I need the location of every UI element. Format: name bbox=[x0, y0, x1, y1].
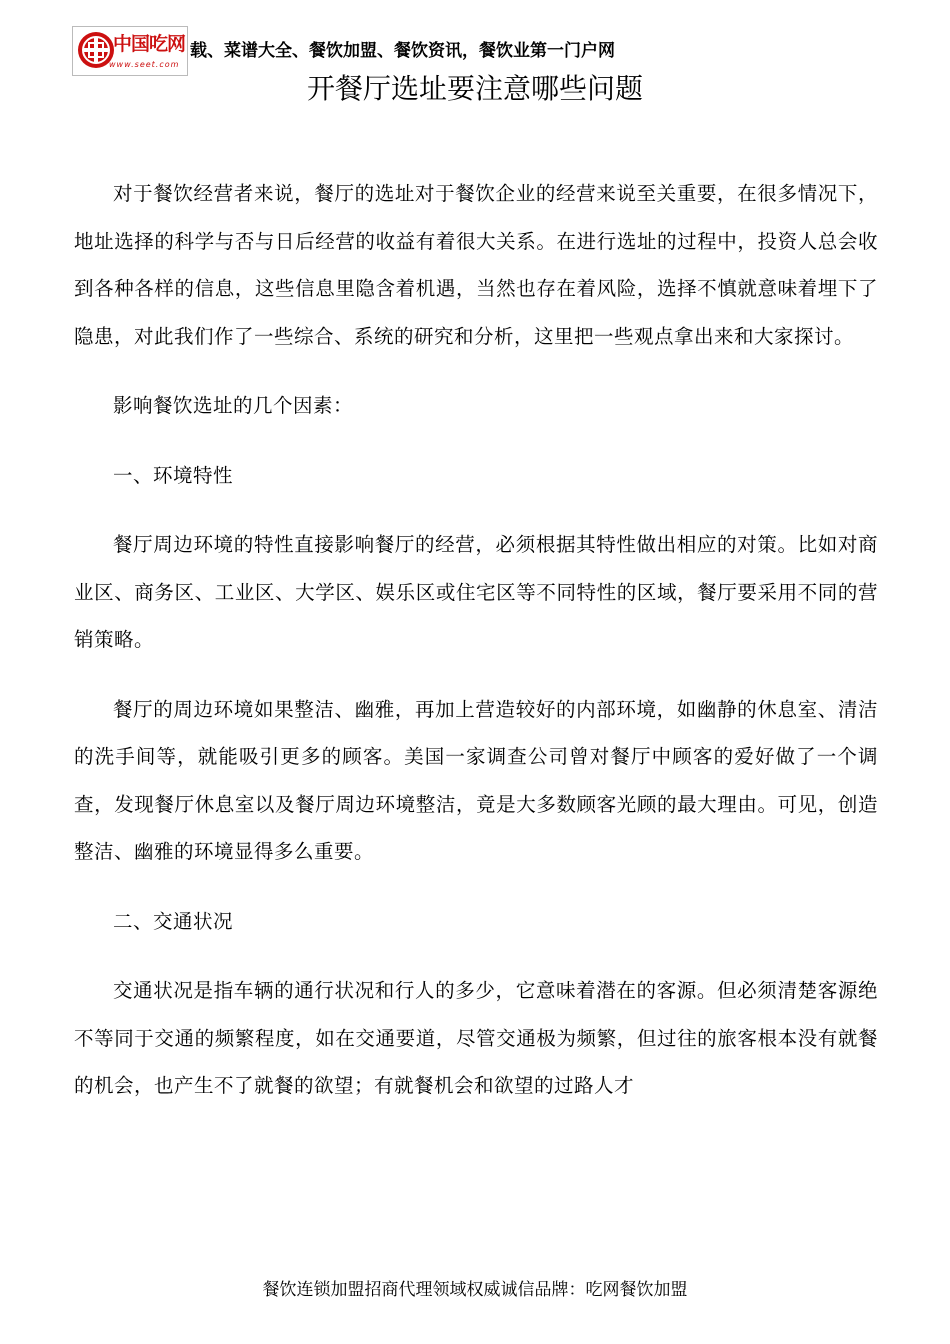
section-heading-environment: 一、环境特性 bbox=[113, 463, 234, 487]
header-tagline: 载、菜谱大全、餐饮加盟、餐饮资讯，餐饮业第一门户网 bbox=[190, 41, 615, 61]
paragraph-environment-1: 餐厅周边环境的特性直接影响餐厅的经营，必须根据其特性做出相应的对策。比如对商业区、商务区、工业区、大学区、娱乐区或住宅区等不同特性的区域，餐厅要采用不同的营销策略。 bbox=[74, 533, 878, 651]
site-logo[interactable] bbox=[72, 26, 188, 76]
paragraph-traffic-1: 交通状况是指车辆的通行状况和行人的多少，它意味着潜在的客源。但必须清楚客源绝不等同于交通的频繁程度，如在交通要道，尽管交通极为频繁，但过往的旅客根本没有就餐的机会，也产生不了就餐的欲望；有就餐机会和欲望的过路人才 bbox=[74, 979, 878, 1097]
paragraph-environment-2: 餐厅的周边环境如果整洁、幽雅，再加上营造较好的内部环境，如幽静的休息室、清洁的洗手间等，就能吸引更多的顾客。美国一家调查公司曾对餐厅中顾客的爱好做了一个调查，发现餐厅休息室以及餐厅周边环境整洁，竟是大多数顾客光顾的最大理由。可见，创造整洁、幽雅的环境显得多么重要。 bbox=[74, 697, 878, 863]
paragraph-factors-heading: 影响餐饮选址的几个因素： bbox=[113, 394, 354, 417]
page-footer: 餐饮连锁加盟招商代理领域权威诚信品牌：吃网餐饮加盟 bbox=[262, 1280, 688, 1300]
paragraph-intro: 对于餐饮经营者来说，餐厅的选址对于餐饮企业的经营来说至关重要，在很多情况下，地址选择的科学与否与日后经营的收益有着很大关系。在进行选址的过程中，投资人总会收到各种各样的信息，这些信息里隐含着机遇，当然也存在着风险，选择不慎就意味着埋下了隐患，对此我们作了一些综合、系统的研究和分析，这里把一些观点拿出来和大家探讨。 bbox=[74, 182, 878, 348]
document-title: 开餐厅选址要注意哪些问题 bbox=[306, 72, 643, 105]
section-heading-traffic: 二、交通状况 bbox=[113, 909, 234, 933]
document-body bbox=[74, 170, 878, 1110]
logo-text: 中国吃网 bbox=[113, 33, 186, 55]
logo-url: www.seet.com bbox=[109, 60, 180, 69]
